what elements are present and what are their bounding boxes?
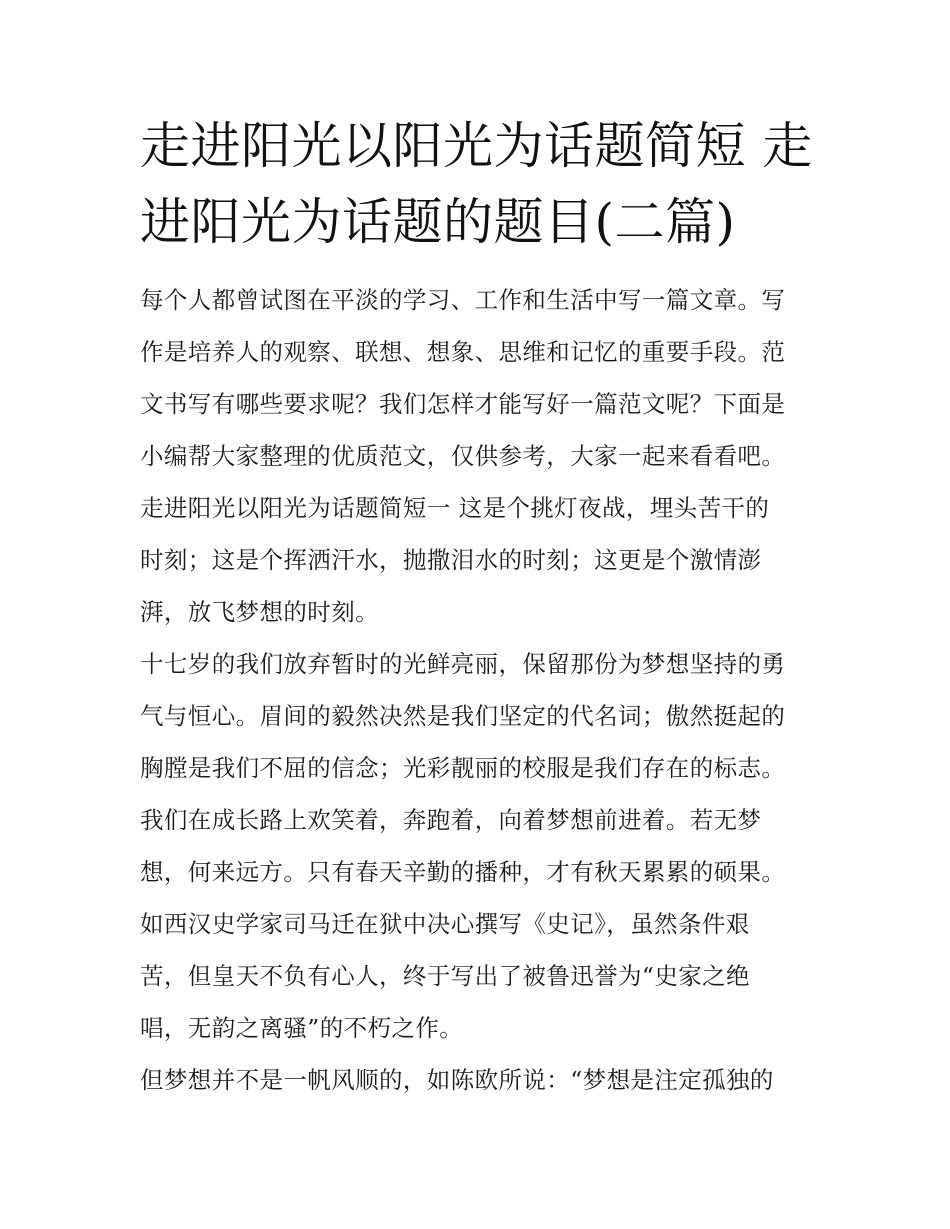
body-line-13: 如西汉史学家司马迁在狱中决心撰写《史记》，虽然条件艰 [140, 910, 750, 938]
body-line-12: 想，何来远方。只有春天辛勤的播种，才有秋天累累的硕果。 [140, 858, 786, 886]
body-line-2: 作是培养人的观察、联想、想象、思维和记忆的重要手段。范 [140, 338, 786, 366]
body-line-8: 十七岁的我们放弃暂时的光鲜亮丽，保留那份为梦想坚持的勇 [140, 650, 786, 678]
body-line-5: 走进阳光以阳光为话题简短一 这是个挑灯夜战，埋头苦干的 [140, 494, 770, 522]
body-line-3: 文书写有哪些要求呢？我们怎样才能写好一篇范文呢？下面是 [140, 390, 786, 418]
body-line-14: 苦，但皇天不负有心人，终于写出了被鲁迅誉为“史家之绝 [140, 962, 750, 990]
body-line-4: 小编帮大家整理的优质范文，仅供参考，大家一起来看看吧。 [140, 442, 786, 470]
body-line-10: 胸膛是我们不屈的信念；光彩靓丽的校服是我们存在的标志。 [140, 754, 786, 782]
body-line-7: 湃，放飞梦想的时刻。 [140, 598, 379, 626]
body-line-11: 我们在成长路上欢笑着，奔跑着，向着梦想前进着。若无梦 [140, 806, 762, 834]
document-title-line-2: 进阳光为话题的题目(二篇) [140, 193, 736, 251]
body-line-9: 气与恒心。眉间的毅然决然是我们坚定的代名词；傲然挺起的 [140, 702, 786, 730]
body-line-6: 时刻；这是个挥洒汗水，抛撒泪水的时刻；这更是个激情澎 [140, 546, 762, 574]
document-title-line-1: 走进阳光以阳光为话题简短 走 [140, 117, 813, 175]
body-line-16: 但梦想并不是一帆风顺的，如陈欧所说：“梦想是注定孤独的 [140, 1066, 774, 1094]
body-line-15: 唱，无韵之离骚”的不朽之作。 [140, 1014, 464, 1042]
body-line-1: 每个人都曾试图在平淡的学习、工作和生活中写一篇文章。写 [140, 286, 786, 314]
